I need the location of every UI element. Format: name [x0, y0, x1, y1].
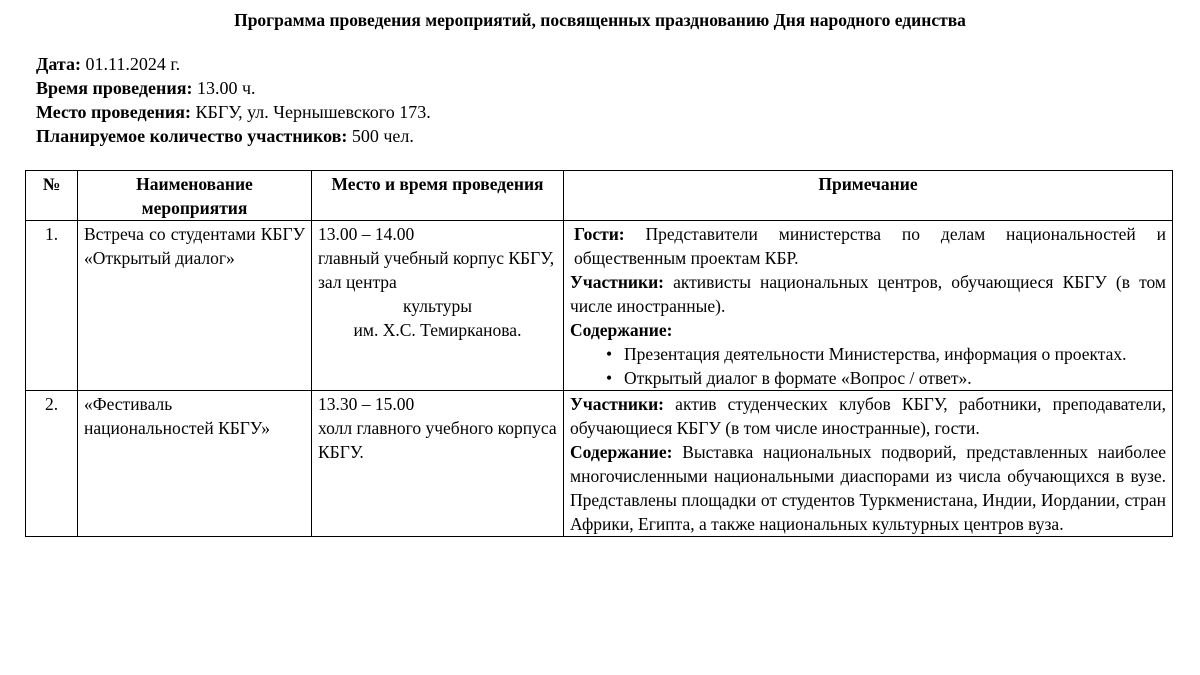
row-1-participants-label: Участники: — [570, 272, 664, 292]
meta-venue-label: Место проведения: — [36, 102, 192, 122]
row-2-place — [312, 391, 564, 537]
document-title: Программа проведения мероприятий, посвященных празднованию Дня народного единства — [234, 10, 966, 30]
row-2-num: 2. — [26, 391, 78, 537]
meta-time-value: 13.00 ч. — [192, 78, 256, 98]
header-note: Примечание — [564, 171, 1173, 221]
row-1-bullet-1: Презентация деятельности Министерства, информация о проектах. — [624, 344, 1127, 364]
row-1-num: 1. — [26, 221, 78, 391]
row-1-guests-text: Представители министерства по делам национальностей и общественным проектам КБР. — [574, 224, 1166, 268]
row-2-name: «Фестиваль национальностей КБГУ» — [78, 391, 312, 537]
row-1-name: Встреча со студентами КБГУ «Открытый диалог» — [78, 221, 312, 391]
row-2-participants-text: актив студенческих клубов КБГУ, работники, преподаватели, обучающиеся КБГУ (в том числе иностранные), гости. — [570, 394, 1166, 438]
meta-time-label: Время проведения: — [36, 78, 193, 98]
bullet-dot: • — [606, 344, 613, 364]
program-table — [25, 170, 1173, 537]
row-1-content-label: Содержание: — [570, 320, 673, 340]
row-2-content — [570, 440, 1166, 536]
row-1-place-a: главный учебный корпус КБГУ, зал центра — [318, 248, 555, 292]
meta-participants-label: Планируемое количество участников: — [36, 126, 348, 146]
row-1-participants-text: активисты национальных центров, обучающиеся КБГУ (в том числе иностранные). — [570, 272, 1166, 316]
row-1-bullet-2: Открытый диалог в формате «Вопрос / ответ». — [624, 368, 972, 388]
row-1-guests-label: Гости: — [574, 224, 625, 244]
meta-venue — [36, 100, 431, 124]
row-1-place-c: им. Х.С. Темирканова. — [353, 320, 522, 340]
header-name: Наименование мероприятия — [78, 171, 312, 221]
row-1-note — [564, 221, 1173, 391]
row-2-participants-label: Участники: — [570, 394, 664, 414]
meta-date-value: 01.11.2024 г. — [80, 54, 181, 74]
meta-date — [36, 52, 431, 76]
meta-participants — [36, 124, 431, 148]
row-2-place-a: холл главного учебного корпуса КБГУ. — [318, 418, 557, 462]
list-item — [606, 342, 1166, 366]
row-1-guests — [570, 222, 1166, 270]
row-2-time: 13.30 – 15.00 — [318, 394, 415, 414]
row-2-participants — [570, 392, 1166, 440]
event-meta — [36, 52, 431, 148]
table-row — [26, 391, 1173, 537]
row-2-content-text: Выставка национальных подворий, представленных наиболее многочисленными национальными диаспорами из числа обучающихся в вузе. Представлены площадки от студентов Туркменистана, Индии, Иордании, стран Африки, Египта, а также национальных культурных центров вуза. — [570, 442, 1166, 534]
header-num: № — [26, 171, 78, 221]
list-item — [606, 366, 1166, 390]
meta-participants-value: 500 чел. — [347, 126, 414, 146]
meta-date-label: Дата: — [36, 54, 81, 74]
meta-venue-value: КБГУ, ул. Чернышевского 173. — [191, 102, 431, 122]
table-row — [26, 221, 1173, 391]
header-place: Место и время проведения — [312, 171, 564, 221]
row-1-bullets — [570, 342, 1166, 390]
row-1-time: 13.00 – 14.00 — [318, 224, 415, 244]
row-1-place — [312, 221, 564, 391]
row-1-participants — [570, 270, 1166, 318]
row-1-place-b: культуры — [403, 296, 472, 316]
meta-time — [36, 76, 431, 100]
bullet-dot: • — [606, 368, 613, 388]
table-header-row — [26, 171, 1173, 221]
row-2-content-label: Содержание: — [570, 442, 673, 462]
row-2-note — [564, 391, 1173, 537]
